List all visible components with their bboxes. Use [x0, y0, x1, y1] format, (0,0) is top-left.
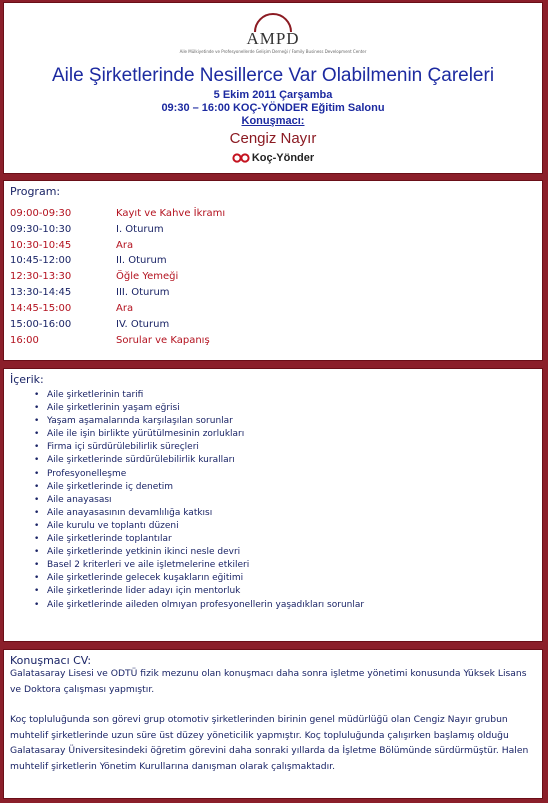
- list-item: • Aile şirketlerinde aileden olmıyan profesyonellerin yaşadıkları sorunlar: [34, 599, 364, 612]
- bullet-icon: •: [34, 520, 40, 531]
- speaker-cv-panel: [3, 649, 543, 799]
- koc-yonder-brand: [4, 152, 542, 164]
- logo-subtitle: Aile Mülkiyetinde ve Profesyonellerde Gelişim Derneği / Family Business Development Center: [179, 49, 367, 54]
- event-time-place: 09:30 – 16:00 KOÇ-YÖNDER Eğitim Salonu: [161, 102, 385, 114]
- speaker-name: Cengiz Nayır: [229, 130, 317, 147]
- list-item: • Aile anayasası: [34, 494, 364, 507]
- event-date: 5 Ekim 2011 Çarşamba: [213, 89, 333, 101]
- program-time: 13:30-14:45: [10, 287, 72, 298]
- bullet-icon: •: [34, 468, 40, 479]
- header-panel: [3, 2, 543, 174]
- logo-text: AMPD: [246, 29, 300, 48]
- list-item: • Aile şirketlerinde toplantılar: [34, 533, 364, 546]
- speaker-label: Konuşmacı:: [241, 115, 305, 127]
- list-item: • Aile ile işin birlikte yürütülmesinin zorlukları: [34, 428, 364, 441]
- bullet-icon: •: [34, 534, 40, 545]
- program-row: [10, 238, 133, 253]
- bullet-icon: •: [34, 494, 40, 505]
- program-time: 12:30-13:30: [10, 271, 72, 282]
- program-row: [10, 253, 167, 268]
- list-item: • Aile şirketlerinde gelecek kuşakların eğitimi: [34, 572, 364, 585]
- program-row: [10, 206, 225, 221]
- program-item: Öğle Yemeği: [116, 271, 179, 282]
- koc-yonder-logo-icon: [232, 153, 250, 163]
- program-row: [10, 333, 210, 348]
- cv-paragraph-2: Koç topluluğunda son görevi grup otomotiv şirketlerinden birinin genel müdürlüğü olan Cengiz Nayır grubun muhtelif şirketlerinde uzun süre üst düzey yöneticilik yapmıştır. Koç topluluğunda çalışırken başlamış olduğu Galatasaray Üniversitesindeki öğretim görevini daha sonraki yıllarda da İşletme Bölümünde sürdürmüştür. Halen muhtelif şirketlerin Yönetim Kurullarına danışman olarak çalışmaktadır.: [10, 714, 529, 772]
- list-item: • Firma içi sürdürülebilirlik süreçleri: [34, 441, 364, 454]
- content-list: [34, 389, 364, 612]
- program-time: 16:00: [10, 335, 39, 346]
- list-item: • Aile kurulu ve toplantı düzeni: [34, 520, 364, 533]
- program-title: Program:: [10, 185, 61, 198]
- program-item: IV. Oturum: [116, 319, 170, 330]
- content-title: İçerik:: [10, 373, 44, 386]
- program-time: 10:45-12:00: [10, 255, 72, 266]
- bullet-icon: •: [34, 481, 40, 492]
- cv-paragraph-1: Galatasaray Lisesi ve ODTÜ fizik mezunu olan konuşmacı daha sonra işletme yönetimi konusunda Yüksek Lisans ve Doktora çalışması yapmıştır.: [10, 668, 527, 695]
- bullet-icon: •: [34, 547, 40, 558]
- list-item: • Aile şirketlerinde yetkinin ikinci nesle devri: [34, 546, 364, 559]
- bullet-icon: •: [34, 429, 40, 440]
- list-item: • Aile anayasasının devamlılığa katkısı: [34, 507, 364, 520]
- program-time: 15:00-16:00: [10, 319, 72, 330]
- bullet-icon: •: [34, 599, 40, 610]
- event-title: Aile Şirketlerinde Nesillerce Var Olabilmenin Çareleri: [51, 65, 495, 86]
- program-item: Sorular ve Kapanış: [116, 335, 210, 346]
- bullet-icon: •: [34, 586, 40, 597]
- cv-title: Konuşmacı CV:: [10, 654, 92, 667]
- list-item: • Aile şirketlerinde lider adayı için mentorluk: [34, 585, 364, 598]
- list-item: • Profesyonelleşme: [34, 468, 364, 481]
- list-item: • Aile şirketlerinde sürdürülebilirlik kuralları: [34, 454, 364, 467]
- program-item: I. Oturum: [116, 224, 164, 235]
- bullet-icon: •: [34, 455, 40, 466]
- bullet-icon: •: [34, 560, 40, 571]
- bullet-icon: •: [34, 416, 40, 427]
- list-item: • Basel 2 kriterleri ve aile işletmelerine etkileri: [34, 559, 364, 572]
- brand-name: Koç-Yönder: [251, 152, 315, 164]
- bullet-icon: •: [34, 390, 40, 400]
- program-row: [10, 301, 133, 316]
- content-panel: [3, 368, 543, 642]
- list-item: • Aile şirketlerinin tarifi: [34, 389, 364, 402]
- bullet-icon: •: [34, 403, 40, 414]
- program-row: [10, 285, 170, 300]
- program-row: [10, 222, 164, 237]
- program-row: [10, 317, 169, 332]
- program-item: III. Oturum: [116, 287, 170, 298]
- bullet-icon: •: [34, 507, 40, 518]
- program-panel: [3, 180, 543, 361]
- bullet-icon: •: [34, 573, 40, 584]
- program-item: Ara: [116, 240, 134, 251]
- program-item: Ara: [116, 303, 134, 314]
- bullet-icon: •: [34, 442, 40, 453]
- program-item: II. Oturum: [116, 255, 167, 266]
- program-time: 09:00-09:30: [10, 208, 72, 219]
- program-time: 10:30-10:45: [10, 240, 72, 251]
- program-time: 14:45-15:00: [10, 303, 72, 314]
- program-time: 09:30-10:30: [10, 224, 72, 235]
- program-row: [10, 269, 178, 284]
- list-item: • Yaşam aşamalarında karşılaşılan sorunlar: [34, 415, 364, 428]
- list-item: • Aile şirketlerinin yaşam eğrisi: [34, 402, 364, 415]
- ampd-logo: [4, 9, 542, 54]
- program-item: Kayıt ve Kahve İkramı: [116, 208, 226, 219]
- list-item: • Aile şirketlerinde iç denetim: [34, 481, 364, 494]
